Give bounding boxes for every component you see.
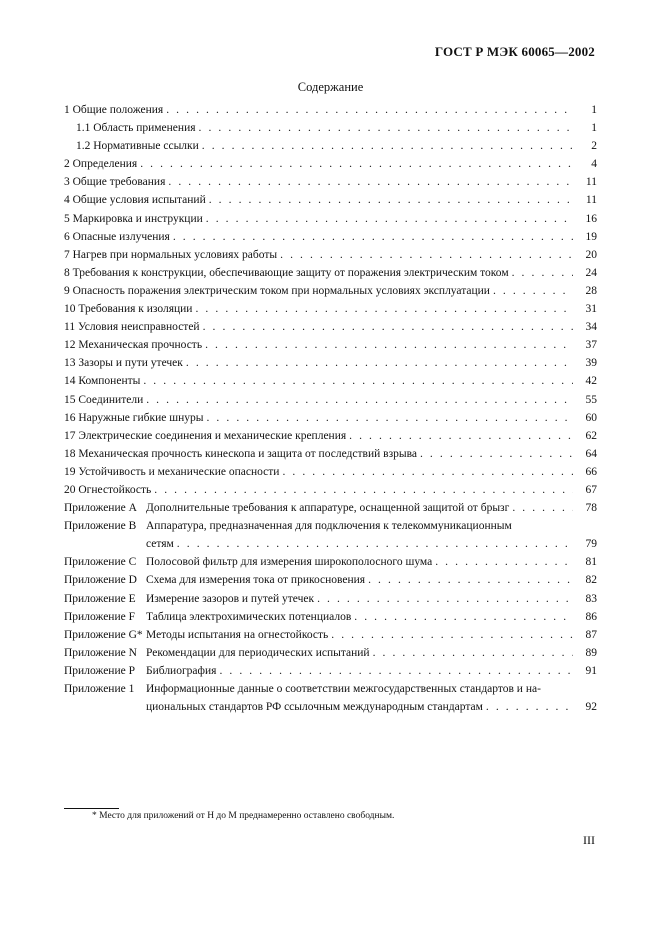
toc-entry[interactable]: 9 Опасность поражения электрическим током при нормальных условиях эксплуатации . . . 28 bbox=[64, 282, 597, 300]
toc-entry[interactable]: 7 Нагрев при нормальных условиях работы . . . 20 bbox=[64, 246, 597, 264]
toc-entry[interactable]: 11 Условия неисправностей . . . 34 bbox=[64, 318, 597, 336]
toc-entry[interactable]: 5 Маркировка и инструкции . . . 16 bbox=[64, 210, 597, 228]
toc-entry[interactable]: 14 Компоненты . . . 42 bbox=[64, 372, 597, 390]
toc-entry[interactable]: 15 Соединители . . . 55 bbox=[64, 391, 597, 409]
toc-entry[interactable]: 1.1 Область применения . . . 1 bbox=[64, 119, 597, 137]
toc-entry[interactable]: 18 Механическая прочность кинескопа и защита от последствий взрыва . . . 64 bbox=[64, 445, 597, 463]
toc-appendix[interactable]: Приложение A Дополнительные требования к аппаратуре, оснащенной защитой от брызг . . . 78 bbox=[64, 499, 597, 517]
toc-appendix-continuation[interactable]: циональных стандартов РФ ссылочным международным стандартам . . . 92 bbox=[64, 698, 597, 716]
document-header: ГОСТ Р МЭК 60065—2002 bbox=[434, 44, 595, 59]
toc-appendix[interactable]: Приложение P Библиография . . . 91 bbox=[64, 662, 597, 680]
toc-appendix[interactable]: Приложение E Измерение зазоров и путей утечек . . . 83 bbox=[64, 590, 597, 608]
footnote-divider bbox=[64, 808, 119, 809]
toc-appendix[interactable]: Приложение C Полосовой фильтр для измерения широкополосного шума . . . 81 bbox=[64, 553, 597, 571]
toc-entry[interactable]: 8 Требования к конструкции, обеспечивающие защиту от поражения электрическим током . . . 24 bbox=[64, 264, 597, 282]
toc-appendix[interactable]: Приложение D Схема для измерения тока от прикосновения . . . 82 bbox=[64, 571, 597, 589]
footnote: * Место для приложений от H до M преднамеренно оставлено свободным. bbox=[92, 811, 395, 821]
toc-appendix-continuation[interactable]: сетям . . . 79 bbox=[64, 535, 597, 553]
toc-entry[interactable]: 17 Электрические соединения и механические крепления . . . 62 bbox=[64, 427, 597, 445]
toc-appendix[interactable]: Приложение N Рекомендации для периодических испытаний . . . 89 bbox=[64, 644, 597, 662]
toc-entry[interactable]: 13 Зазоры и пути утечек . . . 39 bbox=[64, 354, 597, 372]
toc-entry[interactable]: 1 Общие положения . . . 1 bbox=[64, 101, 597, 119]
toc-entry[interactable]: 3 Общие требования . . . 11 bbox=[64, 173, 597, 191]
toc-entry[interactable]: 12 Механическая прочность . . . 37 bbox=[64, 336, 597, 354]
toc-appendix[interactable]: Приложение F Таблица электрохимических потенциалов . . . 86 bbox=[64, 608, 597, 626]
toc-entry[interactable]: 4 Общие условия испытаний . . . 11 bbox=[64, 191, 597, 209]
toc-entry[interactable]: 1.2 Нормативные ссылки . . . 2 bbox=[64, 137, 597, 155]
toc-entry[interactable]: 2 Определения . . . 4 bbox=[64, 155, 597, 173]
table-of-contents bbox=[64, 101, 597, 716]
toc-entry[interactable]: 6 Опасные излучения . . . 19 bbox=[64, 228, 597, 246]
toc-entry[interactable]: 10 Требования к изоляции . . . 31 bbox=[64, 300, 597, 318]
toc-title: Содержание bbox=[297, 80, 364, 94]
toc-appendix[interactable]: Приложение G* Методы испытания на огнестойкость . . . 87 bbox=[64, 626, 597, 644]
toc-appendix[interactable]: Приложение 1 Информационные данные о соответствии межгосударственных стандартов и на- bbox=[64, 683, 541, 695]
toc-entry[interactable]: 16 Наружные гибкие шнуры . . . 60 bbox=[64, 409, 597, 427]
toc-entry[interactable]: 19 Устойчивость и механические опасности . . . 66 bbox=[64, 463, 597, 481]
toc-entry[interactable]: 20 Огнестойкость . . . 67 bbox=[64, 481, 597, 499]
page-number: III bbox=[583, 833, 595, 847]
toc-appendix[interactable]: Приложение B Аппаратура, предназначенная для подключения к телекоммуникационным bbox=[64, 520, 512, 533]
